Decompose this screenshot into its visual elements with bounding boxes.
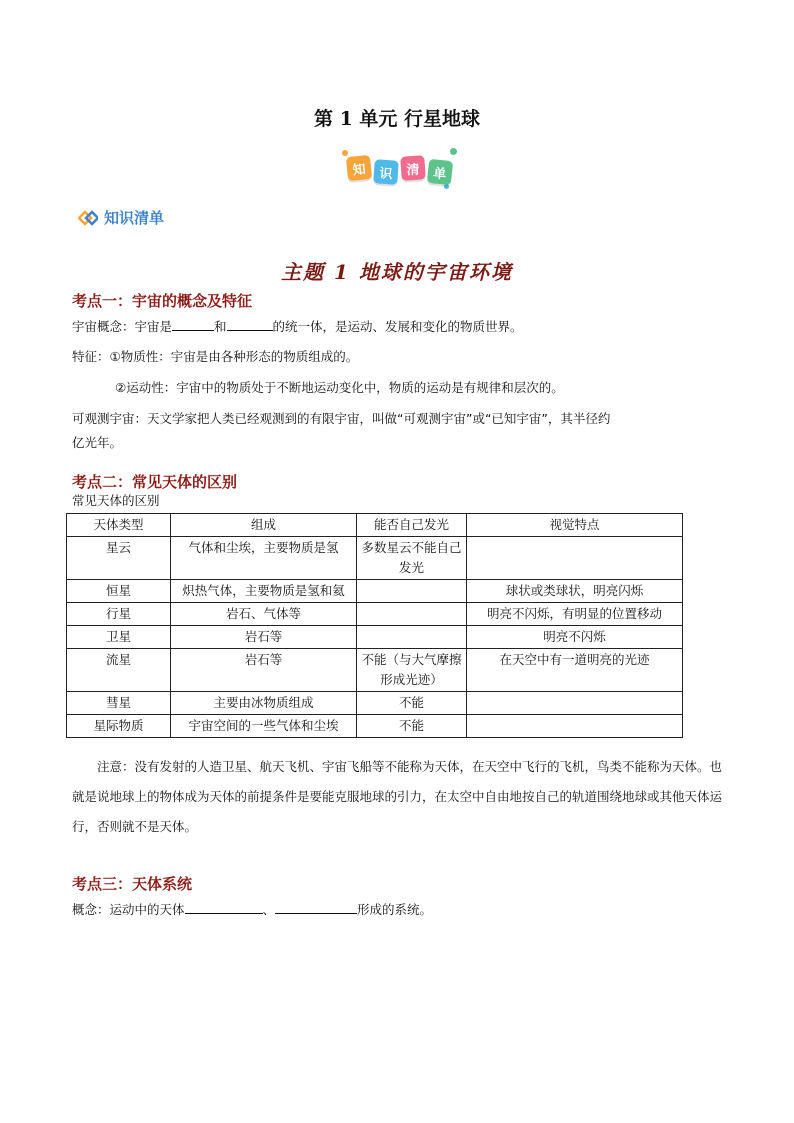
table-header-row bbox=[67, 514, 683, 537]
table-cell bbox=[467, 715, 683, 738]
kp1-concept bbox=[72, 315, 724, 339]
kp3-concept-mid: 、 bbox=[262, 902, 276, 917]
table-cell: 明亮不闪烁，有明显的位置移动 bbox=[467, 603, 683, 626]
table-cell: 不能（与大气摩擦形成光迹） bbox=[357, 649, 467, 692]
table-row bbox=[67, 603, 683, 626]
fill-blank[interactable] bbox=[172, 316, 214, 331]
table-row bbox=[67, 580, 683, 603]
table-cell bbox=[467, 692, 683, 715]
table-header-cell: 天体类型 bbox=[67, 514, 171, 537]
table-cell: 卫星 bbox=[67, 626, 171, 649]
knowledge-list-badge bbox=[336, 146, 462, 196]
kp1-observable-text: 可观测宇宙：天文学家把人类已经观测到的有限宇宙，叫做“可观测宇宙”或“已知宇宙”，其半径约 bbox=[72, 411, 611, 426]
table-cell: 主要由冰物质组成 bbox=[171, 692, 357, 715]
fill-blank[interactable] bbox=[185, 899, 263, 914]
table-cell: 明亮不闪烁 bbox=[467, 626, 683, 649]
table-cell: 岩石、气体等 bbox=[171, 603, 357, 626]
kp2-note: 注意：没有发射的人造卫星、航天飞机、宇宙飞船等不能称为天体，在天空中飞行的飞机，鸟类不能称为天体。也就是说地球上的物体成为天体的前提条件是要能克服地球的引力，在太空中自由地按自己的轨道围绕地球或其他天体运行，否则就不是天体。 bbox=[72, 759, 723, 834]
table-cell: 岩石等 bbox=[171, 649, 357, 692]
table-cell: 彗星 bbox=[67, 692, 171, 715]
section-heading bbox=[78, 207, 164, 228]
table-row bbox=[67, 715, 683, 738]
table-cell: 气体和尘埃，主要物质是氢 bbox=[171, 537, 357, 580]
badge-tile: 识 bbox=[373, 159, 399, 185]
table-cell: 球状或类球状，明亮闪烁 bbox=[467, 580, 683, 603]
decor-dot bbox=[450, 148, 457, 155]
kp1-heading: 考点一：宇宙的概念及特征 bbox=[72, 292, 253, 310]
table-cell bbox=[357, 603, 467, 626]
fill-blank[interactable] bbox=[275, 899, 357, 914]
table-cell: 不能 bbox=[357, 715, 467, 738]
kp1-concept-mid: 和 bbox=[214, 319, 227, 334]
kp1-feature2: ②运动性：宇宙中的物质处于不断地运动变化中，物质的运动是有规律和层次的。 bbox=[115, 380, 564, 395]
kp3-concept-post: 形成的系统。 bbox=[357, 902, 433, 917]
kp1-concept-post: 的统一体，是运动、发展和变化的物质世界。 bbox=[272, 319, 523, 334]
table-cell: 炽热气体，主要物质是氢和氦 bbox=[171, 580, 357, 603]
kp3-concept-pre: 概念：运动中的天体 bbox=[72, 902, 185, 917]
table-cell: 星际物质 bbox=[67, 715, 171, 738]
table-row bbox=[67, 626, 683, 649]
table-cell: 流星 bbox=[67, 649, 171, 692]
table-cell bbox=[357, 626, 467, 649]
table-cell bbox=[467, 537, 683, 580]
table-row bbox=[67, 649, 683, 692]
kp2-heading: 考点二：常见天体的区别 bbox=[72, 473, 238, 491]
kp1-feature1: 特征：①物质性：宇宙是由各种形态的物质组成的。 bbox=[72, 349, 359, 364]
kp1-observable-end: 亿光年。 bbox=[72, 435, 123, 450]
kp1-observable bbox=[72, 407, 724, 455]
celestial-bodies-table bbox=[66, 513, 683, 738]
kp3-concept bbox=[72, 898, 724, 922]
table-cell: 在天空中有一道明亮的光迹 bbox=[467, 649, 683, 692]
table-cell: 多数星云不能自己发光 bbox=[357, 537, 467, 580]
table-row bbox=[67, 692, 683, 715]
badge-tile: 知 bbox=[345, 155, 371, 181]
table-header-cell: 组成 bbox=[171, 514, 357, 537]
table-cell: 行星 bbox=[67, 603, 171, 626]
section-heading-label: 知识清单 bbox=[104, 209, 165, 227]
table-cell bbox=[357, 580, 467, 603]
table-cell: 不能 bbox=[357, 692, 467, 715]
table-header-cell: 能否自己发光 bbox=[357, 514, 467, 537]
table-header-cell: 视觉特点 bbox=[467, 514, 683, 537]
table-row bbox=[67, 537, 683, 580]
badge-tile: 单 bbox=[426, 159, 452, 185]
kp1-concept-pre: 宇宙概念：宇宙是 bbox=[72, 319, 173, 334]
kp3-heading: 考点三：天体系统 bbox=[72, 875, 193, 893]
table-cell: 星云 bbox=[67, 537, 171, 580]
table-cell: 岩石等 bbox=[171, 626, 357, 649]
table-cell: 恒星 bbox=[67, 580, 171, 603]
theme-title: 主题 1 地球的宇宙环境 bbox=[281, 260, 513, 284]
table-caption: 常见天体的区别 bbox=[72, 493, 160, 508]
page-title: 第 1 单元 行星地球 bbox=[313, 108, 481, 130]
double-diamond-icon bbox=[78, 210, 98, 226]
table-cell: 宇宙空间的一些气体和尘埃 bbox=[171, 715, 357, 738]
badge-tile: 清 bbox=[400, 155, 426, 181]
fill-blank[interactable] bbox=[227, 316, 273, 331]
